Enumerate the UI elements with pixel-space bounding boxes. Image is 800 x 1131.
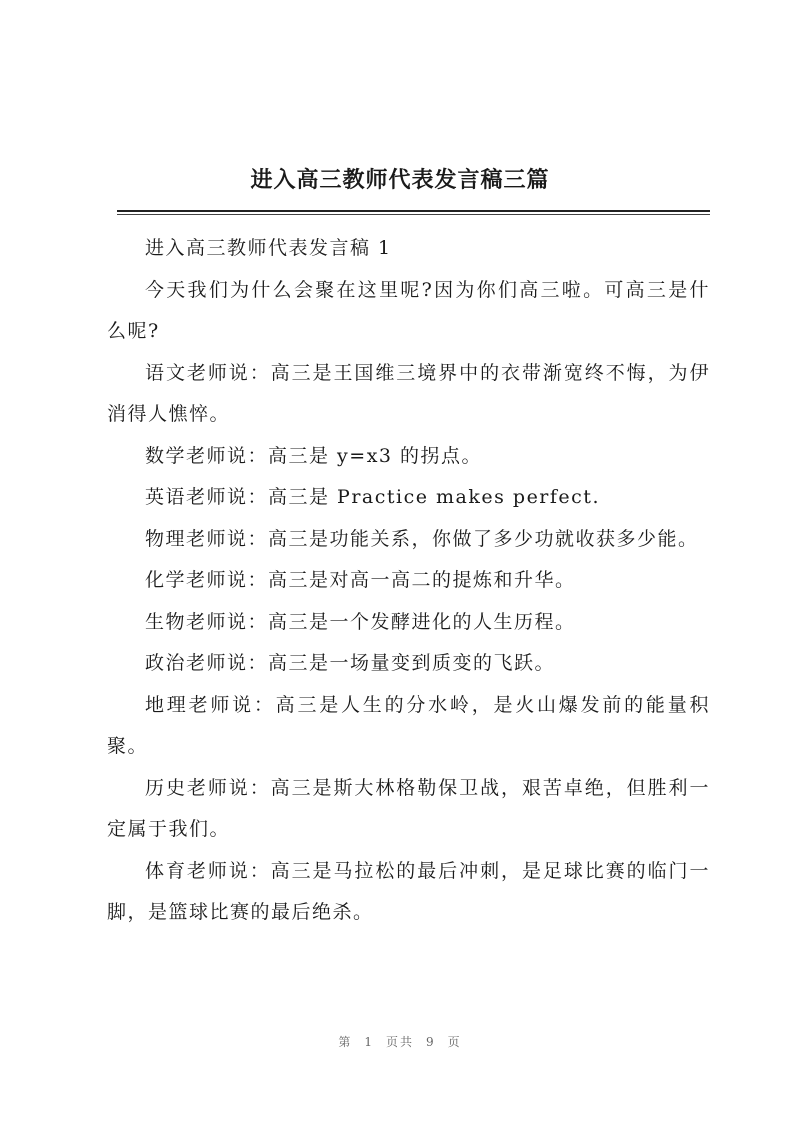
page-footer: [0, 1033, 800, 1050]
paragraph-history: 历史老师说：高三是斯大林格勒保卫战，艰苦卓绝，但胜利一定属于我们。: [107, 776, 710, 840]
paragraph-chinese: 语文老师说：高三是王国维三境界中的衣带渐宽终不悔，为伊消得人憔悴。: [107, 361, 710, 425]
paragraph-politics: 政治老师说：高三是一场量变到质变的飞跃。: [145, 652, 556, 674]
paragraph-geography: 地理老师说：高三是人生的分水岭，是火山爆发前的能量积聚。: [107, 693, 710, 757]
paragraph-physics: 物理老师说：高三是功能关系，你做了多少功就收获多少能。: [145, 527, 699, 550]
document-title: 进入高三教师代表发言稿三篇: [250, 168, 550, 193]
footer-total-pages: 9: [426, 1035, 436, 1049]
footer-prefix: 第: [338, 1035, 353, 1049]
footer-page-number: 1: [364, 1035, 374, 1049]
paragraph-math: 数学老师说：高三是 y=x3 的拐点。: [145, 444, 483, 467]
paragraph-pe: 体育老师说：高三是马拉松的最后冲刺，是足球比赛的临门一脚，是篮球比赛的最后绝杀。: [107, 859, 710, 923]
paragraph-biology: 生物老师说：高三是一个发酵进化的人生历程。: [145, 610, 576, 633]
footer-suffix: 页: [447, 1035, 462, 1049]
section-heading: 进入高三教师代表发言稿 1: [145, 237, 392, 259]
title-divider-thin: [117, 214, 710, 215]
document-body: [107, 228, 710, 934]
paragraph-intro: 今天我们为什么会聚在这里呢?因为你们高三啦。可高三是什么呢?: [107, 278, 710, 342]
paragraph-english: 英语老师说：高三是 Practice makes perfect.: [145, 486, 600, 508]
footer-middle: 页共: [385, 1035, 414, 1049]
paragraph-chemistry: 化学老师说：高三是对高一高二的提炼和升华。: [145, 569, 576, 591]
title-divider: [117, 210, 710, 212]
